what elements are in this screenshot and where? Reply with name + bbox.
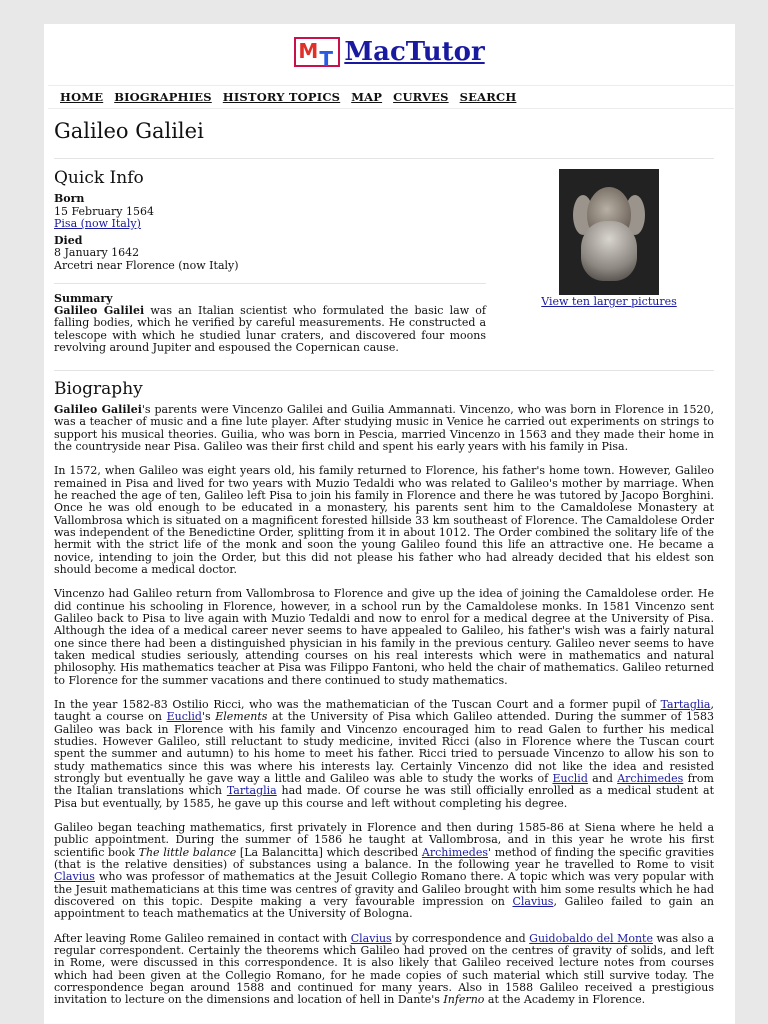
summary-text: was an Italian scientist who formulated the basic law of falling bodies, which he verified by careful measurements. He constructed a telescope with which he studied lunar craters, and discovered four moons revolving around Jupiter and espoused the Copernican cause. xyxy=(54,304,486,354)
nav-map[interactable]: MAP xyxy=(351,90,383,104)
logo-letter-t: T xyxy=(319,47,333,71)
divider xyxy=(54,370,714,371)
summary-label: Summary xyxy=(54,292,113,305)
page-title: Galileo Galilei xyxy=(54,119,204,143)
born-label: Born xyxy=(54,192,85,205)
site-title[interactable]: MacTutor xyxy=(344,37,485,67)
site-header xyxy=(44,37,735,73)
mactutor-logo-link[interactable] xyxy=(294,37,485,71)
nav-search[interactable]: SEARCH xyxy=(459,90,517,104)
link-clavius[interactable]: Clavius xyxy=(54,870,95,884)
nav-curves[interactable]: CURVES xyxy=(393,90,449,104)
summary-name: Galileo Galilei xyxy=(54,304,145,318)
born-place-link[interactable]: Pisa (now Italy) xyxy=(54,217,141,230)
summary xyxy=(54,293,486,354)
biography-text xyxy=(54,404,714,1019)
died-date: 8 January 1642 xyxy=(54,246,140,259)
page xyxy=(44,24,735,1024)
bio-paragraph: Galileo Galilei's parents were Vincenzo Galilei and Guilia Ammannati. Vincenzo, who was born in Florence in 1520, was a teacher of music and a fine lute player. After studying music in Venice he carried out experiments on strings to support his musical theories. Guilia, who was born in Pescia, married Vincenzo in 1563 and they made their home in the countryside near Pisa. Galileo was their first child and spent his early years with his family in Pisa. xyxy=(54,403,714,453)
died-label: Died xyxy=(54,233,83,247)
main-nav xyxy=(48,85,734,109)
bio-paragraph: Vincenzo had Galileo return from Vallombrosa to Florence and give up the idea of joining the Camaldolese order. He did continue his schooling in Florence, however, in a school run by the Camaldolese monks. In 1581 Vincenzo sent Galileo back to Pisa to live again with Muzio Tedaldi and now to enrol for a medical degree at the University of Pisa. Although the idea of a medical career never seems to have appealed to Galileo, his father's wish was a fairly natural one since there had been a distinguished physician in his family in the previous century. Galileo never seems to have taken medical studies seriously, attending courses on his real interests which were in mathematics and natural philosophy. His mathematics teacher at Pisa was Filippo Fantoni, who held the chair of mathematics. Galileo returned to Florence for the summer vacations and there continued to study mathematics. xyxy=(54,587,714,687)
quick-info-heading: Quick Info xyxy=(54,168,144,188)
nav-home[interactable]: HOME xyxy=(60,90,104,104)
quick-info xyxy=(54,193,486,272)
bio-paragraph: In the year 1582-83 Ostilio Ricci, who was the mathematician of the Tuscan Court and a former pupil of Tartaglia, taught a course on Euclid's Elements at the University of Pisa which Galileo attended. During the summer of 1583 Galileo was back in Florence with his family and Vincenzo encouraged him to read Galen to further his medical studies. However Galileo, still reluctant to study medicine, invited Ricci (also in Florence where the Tuscan court spent the summer and autumn) to his home to meet his father. Ricci tried to persuade Vincenzo to allow his son to study mathematics since this was where his interests lay. Certainly Vincenzo did not like the idea and resisted strongly but eventually he gave way a little and Galileo was able to study the works of Euclid and Archimedes from the Italian translations which Tartaglia had made. Of course he was still officially enrolled as a medical student at Pisa but eventually, by 1585, he gave up this course and left without completing his degree. xyxy=(54,698,714,810)
divider xyxy=(54,158,714,159)
link-euclid[interactable]: Euclid xyxy=(166,710,202,724)
link-tartaglia[interactable]: Tartaglia xyxy=(226,784,277,798)
link-guidobaldo-del-monte[interactable]: Guidobaldo del Monte xyxy=(529,931,653,945)
nav-history-topics[interactable]: HISTORY TOPICS xyxy=(222,90,341,104)
view-pictures-link[interactable]: View ten larger pictures xyxy=(541,295,677,308)
logo-letter-m: M xyxy=(298,39,319,63)
born-date: 15 February 1564 xyxy=(54,204,154,218)
galileo-portrait[interactable] xyxy=(559,169,659,295)
nav-biographies[interactable]: BIOGRAPHIES xyxy=(114,90,212,104)
link-clavius[interactable]: Clavius xyxy=(512,894,554,908)
link-archimedes[interactable]: Archimedes xyxy=(617,771,684,785)
mactutor-logo-icon xyxy=(294,37,340,71)
link-euclid[interactable]: Euclid xyxy=(552,771,588,785)
link-archimedes[interactable]: Archimedes xyxy=(421,845,488,859)
biography-heading: Biography xyxy=(54,379,143,399)
link-clavius[interactable]: Clavius xyxy=(350,931,392,945)
bio-paragraph: After leaving Rome Galileo remained in contact with Clavius by correspondence and Guidobaldo del Monte was also a regular correspondent. Certainly the theorems which Galileo had proved on the centres of gravity of solids, and left in Rome, were discussed in this correspondence. It is also likely that Galileo received lecture notes from courses which had been given at the Collegio Romano, for he made copies of such material which still survive today. The correspondence began around 1588 and continued for many years. Also in 1588 Galileo received a prestigious invitation to lecture on the dimensions and location of hell in Dante's Inferno at the Academy in Florence. xyxy=(54,931,715,1007)
bio-paragraph: Galileo began teaching mathematics, first privately in Florence and then during 1585-86 at Siena where he held a public appointment. During the summer of 1586 he taught at Vallombrosa, and in this year he wrote his first scientific book The little balance [La Balancitta] which described Archimedes' method of finding the specific gravities (that is the relative densities) of substances using a balance. In the following year he travelled to Rome to visit Clavius who was professor of mathematics at the Jesuit Collegio Romano there. A topic which was very popular with the Jesuit mathematicians at this time was centres of gravity and Galileo brought with him some results which he had discovered on this topic. Despite making a very favourable impression on Clavius, Galileo failed to gain an appointment to teach mathematics at the University of Bologna. xyxy=(54,821,714,921)
bio-paragraph: In 1572, when Galileo was eight years old, his family returned to Florence, his father's home town. However, Galileo remained in Pisa and lived for two years with Muzio Tedaldi who was related to Galileo's mother by marriage. When he reached the age of ten, Galileo left Pisa to join his family in Florence and there he was tutored by Jacopo Borghini. Once he was old enough to be educated in a monastery, his parents sent him to the Camaldolese Monastery at Vallombrosa which is situated on a magnificent forested hillside 33 km southeast of Florence. The Camaldolese Order was independent of the Benedictine Order, splitting from it in about 1012. The Order combined the solitary life of the hermit with the strict life of the monk and soon the young Galileo found this life an attractive one. He became a novice, intending to join the Order, but this did not please his father who had already decided that his eldest son should become a medical doctor. xyxy=(54,464,714,576)
link-tartaglia[interactable]: Tartaglia xyxy=(660,698,711,712)
quick-info-divider xyxy=(54,283,486,284)
died-place: Arcetri near Florence (now Italy) xyxy=(54,258,239,272)
